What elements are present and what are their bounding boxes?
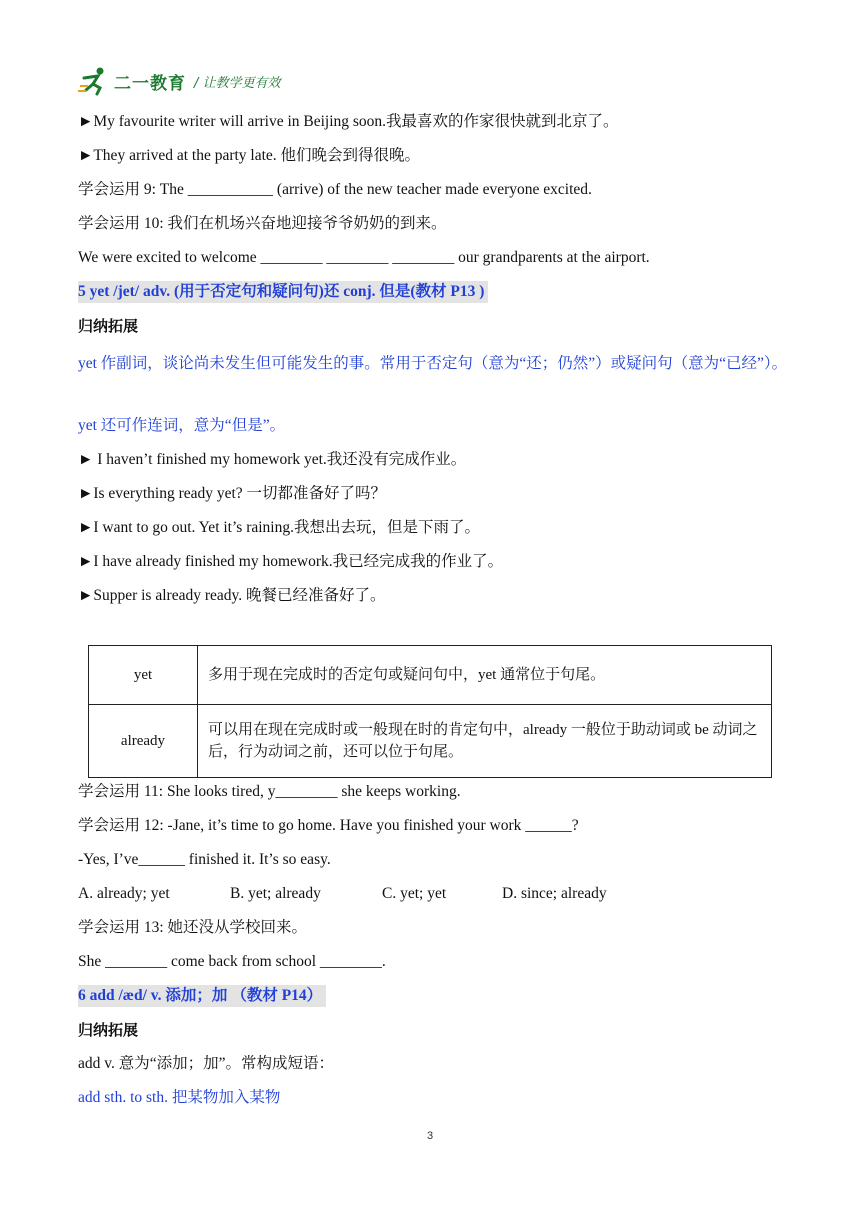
exercise-line: We were excited to welcome ________ ________ ________ our grandparents at the airport. xyxy=(78,249,650,266)
table-row xyxy=(89,646,772,705)
explanation-line: yet 还可作连词，意为“但是”。 xyxy=(78,417,286,434)
exercise-line: She ________ come back from school ________. xyxy=(78,953,386,970)
slogan: / 让教学更有效 xyxy=(194,75,281,91)
table-cell-desc: 可以用在现在完成时或一般现在时的肯定句中，already 一般位于助动词或 be 动词之后，行为动词之前，还可以位于句尾。 xyxy=(198,705,772,778)
exercise-line: 学会运用 13: 她还没从学校回来。 xyxy=(78,919,308,936)
page-number: 3 xyxy=(426,1130,434,1142)
runner-logo-icon xyxy=(78,66,110,96)
sub-heading: 归纳拓展 xyxy=(78,1021,139,1039)
section-title: 5 yet /jet/ adv. (用于否定句和疑问句)还 conj. 但是(教材 P13 ) xyxy=(78,281,488,303)
choice-a: A. already; yet xyxy=(78,885,170,902)
header xyxy=(78,64,281,98)
example-line: ►I want to go out. Yet it’s raining.我想出去玩，但是下雨了。 xyxy=(78,519,480,536)
example-line: ►Is everything ready yet? 一切都准备好了吗？ xyxy=(78,485,387,502)
section-title: 6 add /æd/ v. 添加；加 （教材 P14） xyxy=(78,985,326,1007)
section-heading-5 xyxy=(78,281,800,303)
example-line: ►My favourite writer will arrive in Beijing soon.我最喜欢的作家很快就到北京了。 xyxy=(78,113,619,130)
table-row xyxy=(89,705,772,778)
sub-heading: 归纳拓展 xyxy=(78,317,139,335)
logo-text: 二一教育 xyxy=(114,73,186,94)
choice-b: B. yet; already xyxy=(230,885,321,902)
table-cell-desc: 多用于现在完成时的否定句或疑问句中，yet 通常位于句尾。 xyxy=(198,646,772,705)
exercise-line: -Yes, I’ve______ finished it. It’s so easy. xyxy=(78,851,331,868)
choice-d: D. since; already xyxy=(502,885,607,902)
explanation-paragraph: yet 作副词，谈论尚未发生但可能发生的事。常用于否定句（意为“还；仍然”）或疑问句（意为“已经”）。 xyxy=(78,355,788,372)
table-cell-term: already xyxy=(89,705,198,778)
explanation-line: add v. 意为“添加；加”。常构成短语： xyxy=(78,1055,335,1072)
table-cell-term: yet xyxy=(89,646,198,705)
exercise-line: 学会运用 12: -Jane, it’s time to go home. Have you finished your work ______? xyxy=(78,817,579,834)
exercise-line: 学会运用 9: The ___________ (arrive) of the new teacher made everyone excited. xyxy=(78,181,592,198)
example-line: ► I haven’t finished my homework yet.我还没有完成作业。 xyxy=(78,451,467,468)
example-line: ►Supper is already ready. 晚餐已经准备好了。 xyxy=(78,587,386,604)
section-heading-6 xyxy=(78,985,800,1007)
example-line: ►They arrived at the party late. 他们晚会到得很晚。 xyxy=(78,147,421,164)
exercise-line: 学会运用 10: 我们在机场兴奋地迎接爷爷奶奶的到来。 xyxy=(78,215,447,232)
answer-choices xyxy=(78,883,800,905)
example-line: ►I have already finished my homework.我已经完成我的作业了。 xyxy=(78,553,504,570)
phrase-line: add sth. to sth. 把某物加入某物 xyxy=(78,1089,281,1106)
exercise-line: 学会运用 11: She looks tired, y________ she keeps working. xyxy=(78,783,461,800)
choice-c: C. yet; yet xyxy=(382,885,447,902)
comparison-table xyxy=(88,645,772,778)
